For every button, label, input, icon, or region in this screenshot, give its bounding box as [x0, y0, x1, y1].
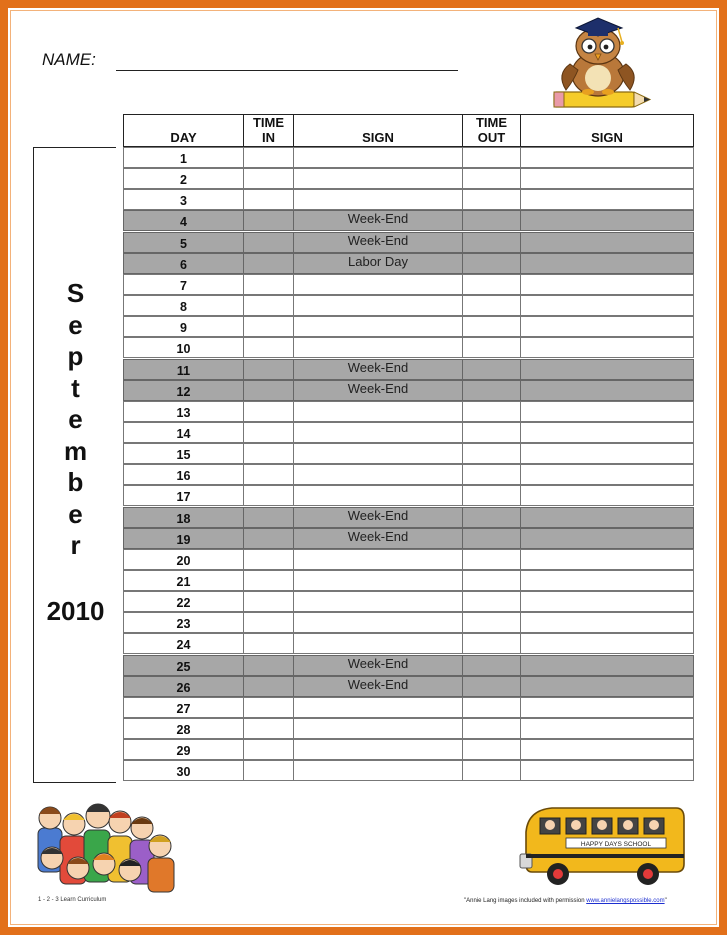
day-cell: 1 [123, 147, 244, 168]
day-cell: 2 [123, 168, 244, 189]
sign-in-cell[interactable] [293, 401, 463, 422]
time-out-cell[interactable] [462, 316, 521, 337]
day-cell: 27 [123, 697, 244, 718]
day-cell: 18 [123, 507, 244, 528]
sign-in-cell[interactable]: Week-End [293, 507, 463, 528]
time-in-cell[interactable] [243, 655, 294, 676]
time-in-cell[interactable] [243, 570, 294, 591]
day-cell: 4 [123, 210, 244, 231]
time-in-cell[interactable] [243, 591, 294, 612]
time-out-cell[interactable] [462, 570, 521, 591]
sign-out-cell[interactable] [520, 359, 694, 380]
time-in-cell[interactable] [243, 359, 294, 380]
sign-out-cell[interactable] [520, 485, 694, 506]
month-letter: r [70, 530, 81, 560]
sign-out-cell[interactable] [520, 528, 694, 549]
sign-out-cell[interactable] [520, 274, 694, 295]
day-cell: 8 [123, 295, 244, 316]
sign-out-cell[interactable] [520, 739, 694, 760]
time-out-cell[interactable] [462, 760, 521, 781]
time-out-cell[interactable] [462, 210, 521, 231]
time-out-cell[interactable] [462, 189, 521, 210]
footer-credit-link[interactable]: www.annielangspossible.com [586, 898, 665, 904]
time-in-cell[interactable] [243, 189, 294, 210]
time-in-cell[interactable] [243, 760, 294, 781]
name-line[interactable] [116, 70, 458, 71]
month-letter: e [68, 309, 83, 340]
sign-out-cell[interactable] [520, 507, 694, 528]
time-in-cell[interactable] [243, 697, 294, 718]
header-time-out: TIME OUT [462, 114, 521, 147]
sign-in-cell[interactable] [293, 295, 463, 316]
header-sign-out: SIGN [520, 114, 694, 147]
time-in-cell[interactable] [243, 380, 294, 401]
time-out-cell[interactable] [462, 718, 521, 739]
month-label-box [33, 147, 116, 783]
footer-credit-right: "Annie Lang images included with permission www.annielangspossible.com" [464, 898, 667, 904]
sign-out-cell[interactable] [520, 612, 694, 633]
day-cell: 7 [123, 274, 244, 295]
sign-in-cell[interactable] [293, 591, 463, 612]
day-cell: 29 [123, 739, 244, 760]
sign-in-cell[interactable] [293, 570, 463, 591]
time-out-cell[interactable] [462, 401, 521, 422]
name-label: NAME: [42, 50, 96, 69]
sign-in-cell[interactable] [293, 612, 463, 633]
sign-in-cell[interactable] [293, 549, 463, 570]
day-cell: 25 [123, 655, 244, 676]
time-in-cell[interactable] [243, 633, 294, 654]
sign-in-cell[interactable]: Week-End [293, 655, 463, 676]
time-out-cell[interactable] [462, 507, 521, 528]
time-out-cell[interactable] [462, 697, 521, 718]
sign-in-cell[interactable] [293, 337, 463, 358]
time-in-cell[interactable] [243, 739, 294, 760]
time-in-cell[interactable] [243, 210, 294, 231]
time-in-cell[interactable] [243, 168, 294, 189]
sign-out-cell[interactable] [520, 633, 694, 654]
day-cell: 10 [123, 337, 244, 358]
time-in-cell[interactable] [243, 147, 294, 168]
day-cell: 5 [123, 232, 244, 253]
day-cell: 23 [123, 612, 244, 633]
month-letter: m [63, 435, 88, 466]
day-cell: 16 [123, 464, 244, 485]
time-out-cell[interactable] [462, 147, 521, 168]
sign-out-cell[interactable] [520, 189, 694, 210]
time-out-cell[interactable] [462, 485, 521, 506]
day-cell: 15 [123, 443, 244, 464]
month-letter: S [66, 278, 85, 308]
month-letter: t [71, 372, 80, 403]
day-cell: 24 [123, 633, 244, 654]
sign-out-cell[interactable] [520, 295, 694, 316]
time-out-cell[interactable] [462, 274, 521, 295]
sign-out-cell[interactable] [520, 380, 694, 401]
header-sign-in: SIGN [293, 114, 463, 147]
day-cell: 6 [123, 253, 244, 274]
sign-in-cell[interactable]: Week-End [293, 210, 463, 231]
sign-in-cell[interactable] [293, 697, 463, 718]
time-in-cell[interactable] [243, 295, 294, 316]
time-out-cell[interactable] [462, 528, 521, 549]
sign-in-cell[interactable]: Week-End [293, 676, 463, 697]
sign-in-cell[interactable] [293, 189, 463, 210]
month-letter: b [67, 467, 84, 497]
sign-out-cell[interactable] [520, 697, 694, 718]
sign-out-cell[interactable] [520, 147, 694, 168]
time-in-cell[interactable] [243, 528, 294, 549]
time-out-cell[interactable] [462, 253, 521, 274]
sign-out-cell[interactable] [520, 232, 694, 253]
sign-in-cell[interactable] [293, 718, 463, 739]
sign-out-cell[interactable] [520, 718, 694, 739]
time-in-cell[interactable] [243, 232, 294, 253]
time-out-cell[interactable] [462, 464, 521, 485]
time-out-cell[interactable] [462, 295, 521, 316]
day-cell: 13 [123, 401, 244, 422]
time-out-cell[interactable] [462, 549, 521, 570]
header-day: DAY [123, 114, 244, 147]
time-out-cell[interactable] [462, 337, 521, 358]
sign-in-cell[interactable] [293, 760, 463, 781]
day-cell: 3 [123, 189, 244, 210]
sign-in-cell[interactable] [293, 274, 463, 295]
sign-out-cell[interactable] [520, 253, 694, 274]
sign-in-cell[interactable] [293, 464, 463, 485]
sign-in-cell[interactable] [293, 485, 463, 506]
day-cell: 21 [123, 570, 244, 591]
sign-in-cell[interactable]: Week-End [293, 380, 463, 401]
sign-out-cell[interactable] [520, 210, 694, 231]
day-cell: 22 [123, 591, 244, 612]
time-in-cell[interactable] [243, 718, 294, 739]
day-cell: 19 [123, 528, 244, 549]
time-out-cell[interactable] [462, 359, 521, 380]
bus-sign: HAPPY DAYS SCHOOL [580, 841, 652, 848]
time-in-cell[interactable] [243, 401, 294, 422]
sign-out-cell[interactable] [520, 591, 694, 612]
time-out-cell[interactable] [462, 655, 521, 676]
time-out-cell[interactable] [462, 676, 521, 697]
sign-in-cell[interactable]: Week-End [293, 232, 463, 253]
sign-out-cell[interactable] [520, 549, 694, 570]
sign-in-cell[interactable] [293, 168, 463, 189]
day-cell: 12 [123, 380, 244, 401]
sign-out-cell[interactable] [520, 168, 694, 189]
time-in-cell[interactable] [243, 549, 294, 570]
month-letter: e [68, 404, 83, 434]
year-label: 2010 [46, 596, 105, 626]
time-in-cell[interactable] [243, 316, 294, 337]
sign-out-cell[interactable] [520, 401, 694, 422]
sign-out-cell[interactable] [520, 676, 694, 697]
day-cell: 9 [123, 316, 244, 337]
sign-out-cell[interactable] [520, 570, 694, 591]
sign-in-cell[interactable] [293, 422, 463, 443]
footer-credit-left: 1 - 2 - 3 Learn Curriculum [38, 897, 107, 903]
time-in-cell[interactable] [243, 337, 294, 358]
time-out-cell[interactable] [462, 739, 521, 760]
school-bus-icon [518, 798, 690, 890]
time-in-cell[interactable] [243, 422, 294, 443]
sign-in-cell[interactable] [293, 147, 463, 168]
day-cell: 17 [123, 485, 244, 506]
time-in-cell[interactable] [243, 464, 294, 485]
time-out-cell[interactable] [462, 633, 521, 654]
time-out-cell[interactable] [462, 232, 521, 253]
sign-out-cell[interactable] [520, 443, 694, 464]
day-cell: 28 [123, 718, 244, 739]
time-out-cell[interactable] [462, 591, 521, 612]
time-in-cell[interactable] [243, 485, 294, 506]
time-in-cell[interactable] [243, 443, 294, 464]
sign-in-cell[interactable]: Week-End [293, 359, 463, 380]
time-out-cell[interactable] [462, 612, 521, 633]
sign-in-cell[interactable]: Week-End [293, 528, 463, 549]
sign-out-cell[interactable] [520, 337, 694, 358]
time-out-cell[interactable] [462, 443, 521, 464]
time-in-cell[interactable] [243, 612, 294, 633]
sign-in-cell[interactable] [293, 443, 463, 464]
sign-out-cell[interactable] [520, 316, 694, 337]
month-name [34, 278, 117, 562]
sign-out-cell[interactable] [520, 422, 694, 443]
day-cell: 20 [123, 549, 244, 570]
day-cell: 11 [123, 359, 244, 380]
school-kids-icon [32, 788, 182, 900]
header-time-in: TIME IN [243, 114, 294, 147]
time-in-cell[interactable] [243, 676, 294, 697]
sign-in-cell[interactable] [293, 316, 463, 337]
time-in-cell[interactable] [243, 507, 294, 528]
sign-out-cell[interactable] [520, 464, 694, 485]
owl-graduate-icon [540, 4, 660, 116]
sign-in-cell[interactable] [293, 633, 463, 654]
time-in-cell[interactable] [243, 253, 294, 274]
time-out-cell[interactable] [462, 168, 521, 189]
month-letter: p [67, 341, 84, 371]
time-in-cell[interactable] [243, 274, 294, 295]
day-cell: 26 [123, 676, 244, 697]
time-out-cell[interactable] [462, 422, 521, 443]
day-cell: 14 [123, 422, 244, 443]
sign-in-cell[interactable]: Labor Day [293, 253, 463, 274]
time-out-cell[interactable] [462, 380, 521, 401]
day-cell: 30 [123, 760, 244, 781]
sign-in-cell[interactable] [293, 739, 463, 760]
sign-out-cell[interactable] [520, 760, 694, 781]
month-letter: e [68, 498, 83, 529]
sign-out-cell[interactable] [520, 655, 694, 676]
